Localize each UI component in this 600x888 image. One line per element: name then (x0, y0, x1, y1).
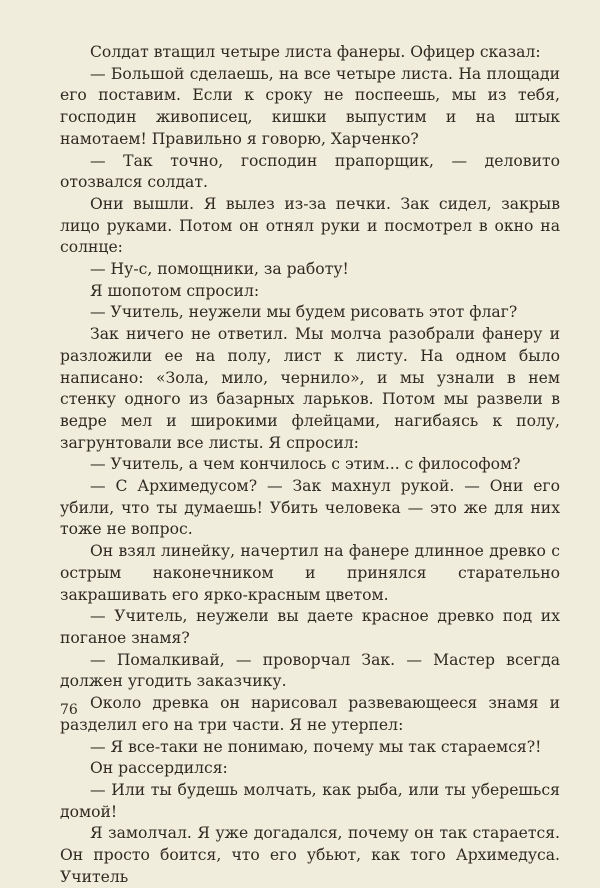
paragraph: — Ну-с, помощники, за работу! (90, 260, 349, 279)
paragraph: — Большой сделаешь, на все четыре листа. На площади его поставим. Если к сроку не поспеешь, мы из тебя, господин живописец, кишки выпустим и на штык намотаем! Правильно я говорю, Харченко? (60, 64, 560, 148)
paragraph: Около древка он нарисовал развевающееся знамя и разделил его на три части. Я не утерпел: (60, 694, 560, 734)
paragraph: — Учитель, неужели вы даете красное древко под их поганое знамя? (60, 607, 560, 647)
paragraph: — Учитель, неужели мы будем рисовать этот флаг? (90, 303, 518, 322)
page-text (60, 42, 560, 888)
paragraph: — Помалкивай, — проворчал Зак. — Мастер всегда должен угодить заказчику. (60, 650, 560, 691)
paragraph: Он взял линейку, начертил на фанере длинное древко с острым наконечником и принялся старательно закрашивать его ярко-красным цветом. (60, 542, 560, 604)
paragraph: — Учитель, а чем кончилось с этим... с философом? (90, 455, 521, 474)
paragraph: Он рассердился: (90, 759, 228, 778)
paragraph: — Так точно, господин прапорщик, — деловито отозвался солдат. (60, 151, 560, 192)
paragraph: Солдат втащил четыре листа фанеры. Офицер сказал: (90, 43, 541, 61)
paragraph: Я шопотом спросил: (90, 281, 260, 300)
paragraph: Я замолчал. Я уже догадался, почему он так старается. Он просто боится, что его убьют, как того Архимедуса. Учитель (60, 824, 560, 886)
page-number: 76 (60, 702, 78, 718)
paragraph: Зак ничего не ответил. Мы молча разобрали фанеру и разложили ее на полу, лист к листу. На одном было написано: «Зола, мило, чернило», и мы узнали в нем стенку одного из базарных ларьков. Потом мы развели в ведре мел и широкими флейцами, нагибаясь к полу, загрунтовали все листы. Я спросил: (60, 325, 560, 452)
paragraph: — Или ты будешь молчать, как рыба, или ты уберешься домой! (60, 780, 560, 821)
paragraph: Они вышли. Я вылез из-за печки. Зак сидел, закрыв лицо руками. Потом он отнял руки и посмотрел в окно на солнце: (60, 194, 560, 257)
paragraph: — Я все-таки не понимаю, почему мы так стараемся?! (90, 737, 542, 756)
paragraph: — С Архимедусом? — Зак махнул рукой. — Они его убили, что ты думаешь! Убить человека — это же для них тоже не вопрос. (60, 477, 560, 539)
